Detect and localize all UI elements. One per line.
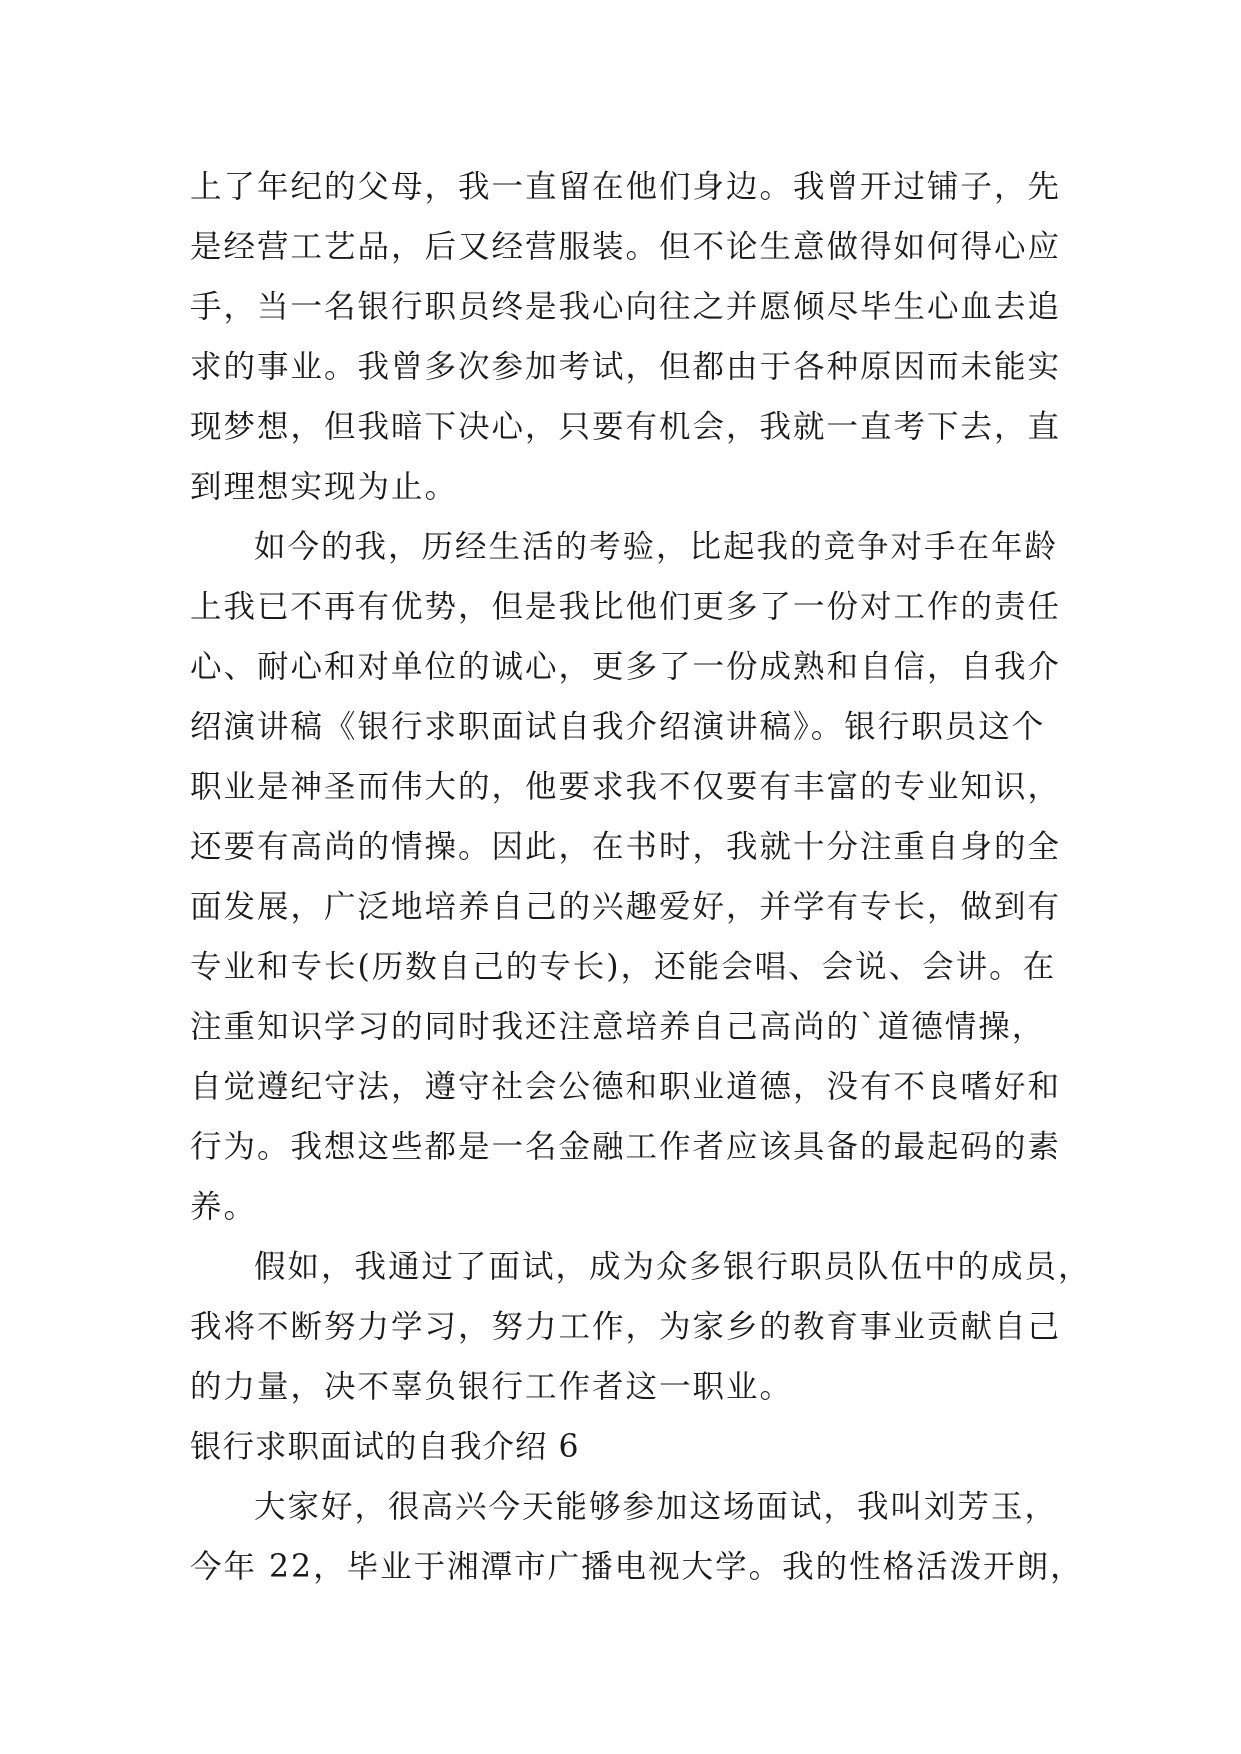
text-line: 的力量，决不辜负银行工作者这一职业。 — [190, 1369, 794, 1405]
text-line: 大家好，很高兴今天能够参加这场面试，我叫刘芳玉， — [254, 1489, 1059, 1525]
text-line: 职业是神圣而伟大的，他要求我不仅要有丰富的专业知识， — [190, 769, 1062, 805]
text-line: 行为。我想这些都是一名金融工作者应该具备的最起码的素 — [190, 1129, 1062, 1165]
text-line: 还要有高尚的情操。因此，在书时，我就十分注重自身的全 — [190, 829, 1062, 865]
text-line: 现梦想，但我暗下决心，只要有机会，我就一直考下去，直 — [190, 409, 1062, 445]
text-line: 假如，我通过了面试，成为众多银行职员队伍中的成员， — [254, 1249, 1092, 1285]
text-line: 如今的我，历经生活的考验，比起我的竞争对手在年龄 — [254, 529, 1059, 565]
text-line: 专业和专长(历数自己的专长)，还能会唱、会说、会讲。在 — [190, 949, 1057, 985]
text-line: 心、耐心和对单位的诚心，更多了一份成熟和自信，自我介 — [190, 649, 1062, 685]
text-line: 我将不断努力学习，努力工作，为家乡的教育事业贡献自己 — [190, 1309, 1062, 1345]
text-line: 求的事业。我曾多次参加考试，但都由于各种原因而未能实 — [190, 349, 1062, 385]
text-line: 上了年纪的父母，我一直留在他们身边。我曾开过铺子，先 — [190, 169, 1062, 205]
text-line: 面发展，广泛地培养自己的兴趣爱好，并学有专长，做到有 — [190, 889, 1062, 925]
document-body-text — [190, 157, 1092, 1597]
text-line: 绍演讲稿《银行求职面试自我介绍演讲稿》。银行职员这个 — [190, 709, 1046, 745]
text-line: 到理想实现为止。 — [190, 469, 459, 505]
section-heading: 银行求职面试的自我介绍 6 — [190, 1429, 580, 1465]
text-line: 手，当一名银行职员终是我心向往之并愿倾尽毕生心血去追 — [190, 289, 1062, 325]
text-line: 自觉遵纪守法，遵守社会公德和职业道德，没有不良嗜好和 — [190, 1069, 1062, 1105]
text-line: 上我已不再有优势，但是我比他们更多了一份对工作的责任 — [190, 589, 1062, 625]
text-line: 养。 — [190, 1189, 258, 1225]
text-line: 注重知识学习的同时我还注意培养自己高尚的`道德情操， — [190, 1009, 1046, 1045]
text-line: 是经营工艺品，后又经营服装。但不论生意做得如何得心应 — [190, 229, 1062, 265]
text-line: 今年 22，毕业于湘潭市广播电视大学。我的性格活泼开朗， — [190, 1549, 1084, 1585]
